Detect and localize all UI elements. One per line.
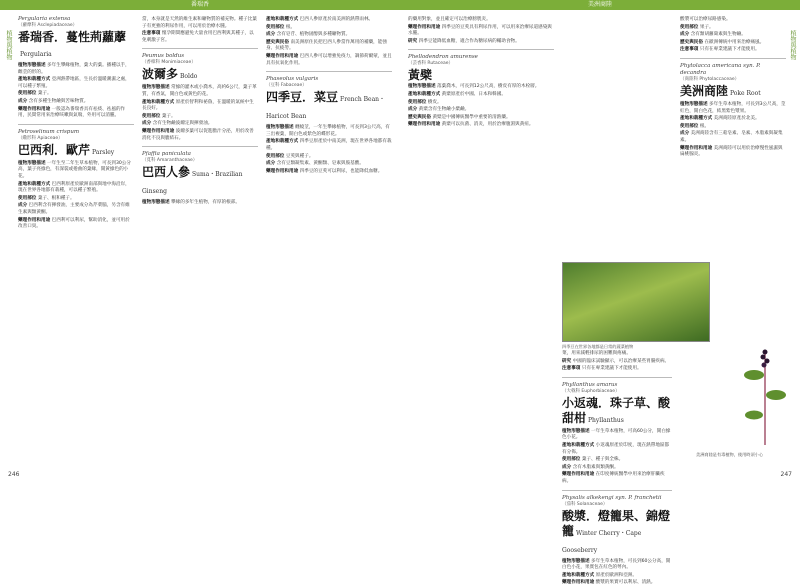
entry-title	[142, 67, 258, 84]
entry-section	[266, 40, 392, 53]
entry-section	[266, 125, 392, 138]
section-label: 歷史與民俗	[266, 39, 289, 45]
section-text: 巴西人參原產於南美洲的熱帶雨林。	[299, 17, 374, 22]
entry-section	[408, 122, 554, 129]
entry-section	[142, 200, 258, 207]
section-label: 藥理作用和用途	[18, 106, 51, 112]
section-label: 使用部位	[18, 195, 37, 201]
entry-title	[18, 143, 134, 160]
entry-latin-name: Physalis alkekengi syn. P. franchetii	[562, 494, 662, 501]
entry-section	[142, 100, 258, 113]
section-label: 植物形態描述	[408, 84, 436, 90]
left-column-2	[142, 16, 258, 474]
entry-section	[408, 107, 554, 114]
page-number-left: 246	[8, 471, 20, 478]
entry-section	[142, 121, 258, 128]
left-column-3	[266, 16, 392, 474]
section-label: 植物形態描述	[142, 85, 170, 91]
section-label: 使用部位	[266, 24, 285, 30]
entry-section	[18, 107, 134, 120]
entry-section	[266, 54, 392, 67]
section-text: 只有在專業建議下才能使用。	[699, 47, 760, 53]
entry-section	[266, 161, 392, 168]
entry-family-name: （商陸科 Phytolaccaceae）	[680, 76, 740, 82]
section-text: 小返魂原產於印度，現在熱帶地區都有分佈。	[562, 442, 670, 455]
entry-divider	[266, 71, 392, 72]
entry-latin-name: Peumus boldus	[142, 53, 185, 60]
entry-family-name: （繖形科 Apiaceae）	[18, 135, 63, 141]
entry-section	[142, 85, 258, 98]
entry-latin-name: Phaseolus vulgaris	[266, 76, 319, 83]
entry-chinese-name: 美洲商陸	[680, 83, 729, 98]
left-side-label: 植物與植物	[5, 30, 12, 60]
section-text: 南美洲原住民把巴西人參當作萬用的補藥，能強身、抗疲勞。	[266, 39, 387, 52]
left-page	[0, 0, 400, 482]
entry-title	[408, 68, 554, 83]
section-text: 在歐洲傳統中用來治療痛風。	[704, 39, 765, 45]
section-label: 產地和栽種方式	[266, 139, 299, 145]
section-text: 葉子、種子與全株。	[581, 457, 624, 463]
section-label: 注意事項	[142, 31, 161, 37]
section-label: 藥理作用和用途	[18, 217, 51, 223]
section-text: 含有木脂素與類黃酮。	[572, 464, 619, 470]
entry-section	[680, 116, 786, 123]
section-label: 使用部位	[680, 123, 699, 129]
entry-section	[408, 115, 554, 122]
right-column-2	[562, 350, 672, 586]
section-label: 藥理作用和用途	[408, 122, 441, 128]
entry-section	[266, 25, 392, 32]
entry-section	[562, 465, 672, 472]
entry-title	[562, 509, 672, 558]
section-label: 成分	[18, 203, 28, 209]
section-text: 黃檗是中國傳統醫學中重要的清熱藥。	[432, 114, 511, 120]
section-label: 植物形態描述	[18, 63, 46, 68]
entry-section	[18, 182, 134, 195]
entry-chinese-name: 小返魂	[562, 395, 599, 410]
entry-latin-name: Pergularia extensa	[18, 16, 71, 22]
entry-section	[18, 203, 134, 216]
section-label: 產地和栽種方式	[18, 181, 51, 187]
section-label: 使用部位	[142, 113, 161, 119]
section-text: 波爾多葉可以促進膽汁分泌，用於改善消化不良與膽結石。	[142, 128, 254, 141]
entry-section	[562, 457, 672, 464]
entry-title	[142, 165, 258, 199]
right-column-1	[408, 16, 554, 474]
section-label: 藥理作用和用途	[266, 168, 299, 174]
entry-section	[562, 366, 672, 373]
entry-family-name: （茄科 Solanaceae）	[562, 501, 608, 507]
section-label: 產地和栽種方式	[562, 572, 595, 578]
entry-english-name: Parsley	[92, 148, 115, 156]
entry-section	[680, 124, 786, 131]
section-label: 使用部位	[408, 99, 427, 105]
section-text: 菜，用來減輕排尿的困難與疼痛。	[562, 351, 631, 356]
entry-section	[562, 443, 672, 456]
entry-chinese-name: 巴西人參	[142, 165, 191, 180]
section-text: 美洲商陸原產於北美。	[713, 116, 760, 122]
entry-english-name: French Bean・Haricot Bean	[266, 96, 386, 121]
section-text: 黃檗原產於中國、日本和韓國。	[441, 91, 506, 97]
section-label: 藥理作用和用途	[408, 24, 441, 30]
entry-family-name: （芸香科 Rutaceae）	[408, 61, 453, 67]
section-label: 產地和栽種方式	[562, 442, 595, 448]
section-text: 巴西利原產於歐洲南部與地中海沿岸，現在世界各地都有栽種，可以種子繁殖。	[18, 181, 130, 194]
section-text: 含有豆類凝集素、黃酮類、皂素與胺基酸。	[276, 161, 364, 167]
section-text: 黃檗可以抗菌、消炎，用於治療腹瀉與黃疸。	[441, 122, 534, 128]
entry-section	[680, 32, 786, 39]
section-label: 成分	[266, 161, 276, 167]
entry-family-name: （大戟科 Euphorbiaceae）	[562, 388, 620, 394]
section-text: 四季豆的豆莢可以利尿，也能降低血糖。	[299, 168, 383, 174]
entry-section	[680, 47, 786, 54]
entry-section	[562, 429, 672, 442]
entry-title	[562, 396, 672, 428]
entry-section	[680, 146, 786, 159]
entry-latin-name: Pfaffia paniculata	[142, 151, 191, 158]
entry-section	[562, 559, 672, 572]
section-text: 巴西利可以利尿，幫助消化，並可用於改善口臭。	[18, 217, 130, 230]
entry-alt-name: ．歐芹	[54, 142, 91, 157]
section-text: 原產於智利和祕魯，在溫暖的氣候中生長良好。	[142, 99, 254, 112]
section-text: 只有在專業建議下才能使用。	[581, 366, 642, 372]
section-label: 成分	[680, 131, 690, 137]
entry-section	[266, 17, 392, 24]
section-text: 葉子。	[37, 91, 52, 97]
entry-family-name: （蘿藦科 Asclepiadaceae）	[18, 23, 78, 28]
entry-divider	[408, 49, 554, 50]
entry-section	[408, 39, 554, 46]
section-text: 當，本身就是天然的維生素和礦物質的補充物。種子比葉子有更強的利尿作用，可以用於治療水腫。	[142, 17, 257, 29]
entry-english-name: Poke Root	[730, 89, 761, 97]
entry-section	[142, 31, 258, 44]
entry-section	[680, 25, 786, 32]
entry-section	[266, 154, 392, 161]
section-label: 植物形態描述	[266, 125, 294, 131]
section-text: 根。	[699, 123, 710, 129]
entry-title	[18, 30, 134, 62]
section-label: 使用部位	[18, 91, 37, 97]
section-label: 藥理作用和用途	[680, 145, 713, 151]
entry-alt-name: ．蔓性荊蘿藦	[54, 30, 127, 44]
entry-section	[18, 218, 134, 231]
section-label: 注意事項	[562, 366, 581, 372]
section-label: 植物形態描述	[680, 101, 708, 107]
entry-chinese-name: 四季豆	[266, 90, 303, 105]
section-text: 酸漿的果實可以利尿、清熱。	[595, 580, 656, 586]
entry-divider	[562, 377, 672, 378]
section-label: 產地和栽種方式	[142, 99, 175, 105]
section-text: 原產於歐洲和亞洲。	[595, 572, 637, 578]
entry-english-name: Winter Cherry・Cape Gooseberry	[562, 529, 642, 554]
entry-latin-name: Phellodendron amurense	[408, 54, 478, 61]
entry-section	[266, 169, 392, 176]
right-page-header: 美洲商陸	[400, 0, 800, 10]
entry-section	[18, 77, 134, 90]
section-label: 成分	[266, 32, 276, 38]
section-label: 注意事項	[680, 47, 699, 53]
section-text: 纏繞莖，一年生攀緣植物，可長到3公尺高，有三出複葉，開白色或紫色的蝶形花。	[266, 125, 390, 137]
section-label: 使用部位	[266, 153, 285, 159]
section-label: 產地和栽種方式	[408, 91, 441, 97]
section-text: 含有類胡蘿蔔素與生物鹼。	[690, 32, 746, 38]
entry-family-name: （莧科 Amaranthaceae）	[142, 158, 198, 164]
entry-family-name: （豆科 Fabaceae）	[266, 83, 307, 89]
left-page-header: 番瑞香	[0, 0, 400, 10]
entry-chinese-name: 黃檗	[408, 68, 433, 83]
section-label: 歷史與民俗	[680, 39, 703, 45]
section-text: 多年生攀緣植物，葉大的葉。播種以手，雌莖的形的。	[18, 63, 130, 75]
section-text: 四季豆的豆莢具有利尿作用，可以用來治療尿道感染與水腫。	[408, 24, 552, 37]
section-label: 植物形態描述	[142, 200, 170, 206]
entry-chinese-name: 巴西利	[18, 142, 55, 157]
entry-section	[680, 102, 786, 115]
entry-section	[18, 196, 134, 203]
section-text: 一般認為番瑞香具有祛痰、祛風的作用，民間常用來治療咳嗽與氣喘，外用可以消腫。	[18, 106, 126, 119]
section-text: 一年生草本植物，可高60公分，開白綠色小花。	[562, 428, 671, 441]
entry-section	[18, 161, 134, 181]
section-text: 含有多種生物鹼與苦味物質。	[28, 98, 89, 104]
right-side-label: 植物與植物	[789, 30, 796, 60]
poke-root-illustration	[740, 340, 790, 450]
entry-chinese-name: 番瑞香	[18, 30, 55, 44]
section-text: 酸漿可以治療尿路感染。	[680, 17, 731, 22]
entry-latin-name: Petroselinum crispum	[18, 128, 80, 135]
section-label: 植物形態描述	[562, 558, 590, 564]
right-page	[400, 0, 800, 586]
section-text: 懷孕期間應避免大量食用巴西利與其種子，以免刺激子宮。	[142, 31, 254, 43]
section-label: 成分	[18, 98, 28, 104]
page-number-right: 247	[780, 471, 792, 478]
entry-english-name: Pergularia	[20, 51, 52, 58]
entry-alt-name: ．珠子草、酸甜柑	[562, 395, 671, 425]
entry-section	[18, 63, 134, 76]
entry-chinese-name: 波爾多	[142, 67, 179, 82]
section-text: 果子。	[699, 24, 714, 30]
section-label: 藥理作用和用途	[562, 580, 595, 586]
section-label: 植物形態描述	[18, 160, 46, 166]
section-label: 研究	[562, 358, 572, 364]
section-label: 產地和栽種方式	[18, 77, 51, 83]
section-label: 藥理作用和用途	[266, 53, 299, 59]
section-text: 中國的臨床試驗顯示，可以治療某些胃腸疾病。	[572, 358, 670, 364]
entry-section	[408, 17, 554, 24]
entry-section	[562, 573, 672, 580]
section-text: 樹皮。	[427, 99, 442, 105]
entry-section	[408, 25, 554, 38]
section-text: 攀緣的多年生植物，有厚的根部。	[171, 200, 240, 206]
entry-divider	[142, 48, 258, 49]
section-label: 研究	[408, 38, 418, 44]
entry-section	[408, 100, 554, 107]
section-text: 多年生草本植物，可長到60公分高，開白色小花，果實包在紅色的萼內。	[562, 558, 671, 571]
entry-section	[266, 32, 392, 39]
section-text: 美洲商陸含有三萜皂素、皂素、木脂素與凝集素。	[680, 131, 783, 143]
entry-title	[680, 84, 786, 101]
entry-section	[18, 99, 134, 106]
section-label: 成分	[680, 32, 690, 38]
entry-section	[142, 129, 258, 142]
entry-alt-name: ．菜豆	[302, 90, 339, 105]
poke-root-caption: 美洲商陸是有毒植物，使用時須小心	[696, 452, 764, 457]
section-text: 葉子。	[161, 113, 176, 119]
green-bean-photo-caption: 四季豆在世界各地都是日常的蔬菜植物	[562, 344, 634, 349]
section-text: 含有生物鹼波爾定與揮發油。	[152, 121, 213, 127]
entry-english-name: Boldo	[180, 73, 198, 81]
section-text: 含有皂苷、植物固醇與多種礦物質。	[276, 32, 351, 38]
entry-section	[562, 472, 672, 485]
section-label: 植物形態描述	[562, 428, 590, 434]
section-text: 一年生至二年生草本植物，可長到30公分高，葉子亮綠色，有深裂或捲曲的葉緣，開黃綠色的小花。	[18, 160, 131, 179]
section-label: 使用部位	[680, 24, 699, 30]
entry-english-name: Suma・Brazilian Ginseng	[142, 171, 243, 196]
section-label: 產地和栽種方式	[266, 17, 299, 22]
entry-section	[408, 92, 554, 99]
section-text: 亞洲熱帶地區，生長於溫暖潮濕之處，可以種子繁殖。	[18, 77, 130, 89]
section-text: 根。	[285, 24, 296, 30]
section-text: 的藥用對象，並且確定可以治療膀胱炎。	[408, 17, 491, 22]
section-text: 四季豆原產於中南美洲，現在世界各地都有栽種。	[266, 139, 392, 151]
section-text: 在印度傳統醫學中用來治療肝臟疾病。	[562, 472, 665, 484]
section-label: 產地和栽種方式	[680, 116, 713, 122]
entry-section	[680, 131, 786, 144]
entry-latin-name: Phytolacca americana syn. P. decandra	[680, 62, 761, 76]
section-text: 多年生草本植物，可長到3公尺高，莖紅色，開白色花，結黑紫色漿果。	[680, 101, 786, 114]
section-text: 落葉喬木，可長到12公尺高，樹皮有厚的木栓層。	[437, 84, 540, 90]
entry-section	[562, 351, 672, 358]
section-text: 巴西利含有揮發油，主要成分為芹菜腦，另含有維生素與類黃酮。	[18, 203, 130, 215]
entry-divider	[562, 490, 672, 491]
entry-divider	[18, 124, 134, 125]
section-text: 黃檗含有生物鹼小檗鹼。	[418, 107, 470, 113]
entry-divider	[680, 58, 786, 59]
entry-divider	[142, 146, 258, 147]
entry-section	[680, 40, 786, 47]
section-label: 藥理作用和用途	[562, 472, 595, 478]
entry-section	[266, 139, 392, 152]
entry-title	[266, 90, 392, 124]
entry-section	[680, 17, 786, 24]
entry-section	[562, 359, 672, 366]
section-label: 成分	[562, 464, 572, 470]
entry-family-name: （香樟科 Monimiaceae）	[142, 60, 196, 66]
section-label: 成分	[142, 121, 152, 127]
entry-chinese-name: 酸漿	[562, 508, 587, 523]
entry-section	[408, 84, 554, 91]
entry-latin-name: Phyllanthus amarus	[562, 381, 618, 388]
section-label: 使用部位	[562, 457, 581, 463]
section-text: 豆莢與種子。	[285, 153, 314, 159]
entry-english-name: Phyllanthus	[588, 416, 624, 424]
left-column-1	[18, 16, 134, 474]
section-label: 藥理作用和用途	[142, 128, 175, 134]
entry-alt-name: ．燈籠果、錦燈籠	[562, 508, 671, 538]
entry-section	[142, 114, 258, 121]
section-text: 美洲商陸可以用於治療慢性風濕與扁桃腺炎。	[680, 145, 783, 158]
entry-section	[562, 580, 672, 587]
section-label: 歷史與民俗	[408, 114, 431, 120]
section-text: 巴西人參可以增強免疫力，調節荷爾蒙，並且具有抗氧化作用。	[266, 53, 392, 66]
entry-section	[18, 91, 134, 98]
entry-section	[142, 17, 258, 30]
section-text: 四季豆能降低血糖，適合作為糖尿病的輔助食物。	[418, 38, 520, 44]
section-text: 葉子、根和種子。	[37, 195, 75, 201]
section-text: 常綠的灌木或小喬木，高約6公尺，葉子革質，有香氣，開白色或黃色的花。	[142, 85, 257, 97]
section-label: 成分	[408, 107, 418, 113]
